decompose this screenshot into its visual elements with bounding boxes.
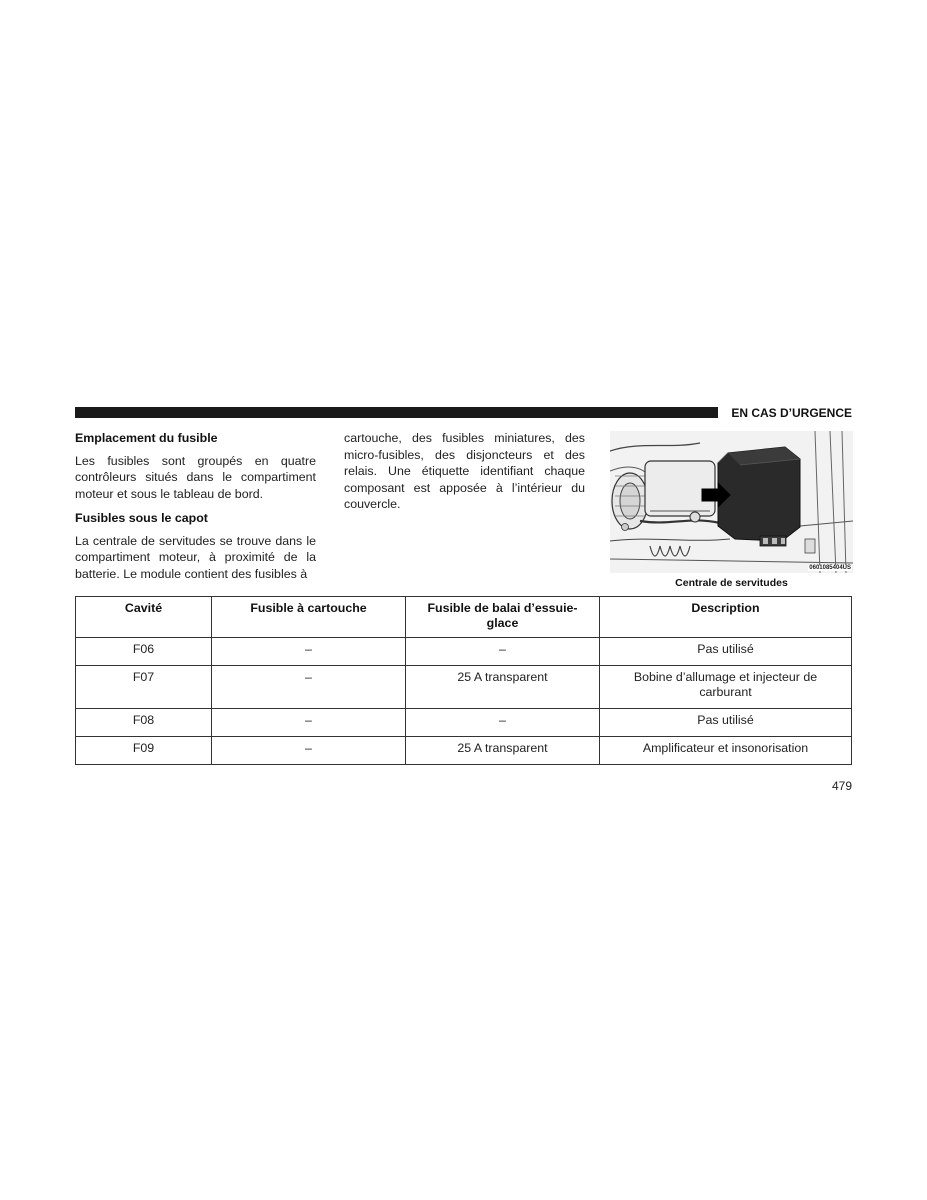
middle-text-column (344, 430, 585, 513)
cell-description: Bobine d’allumage et injecteur de carburant (600, 666, 852, 709)
cell-cartridge-fuse: – (212, 709, 406, 737)
fuse-table (75, 596, 852, 765)
figure-caption: Centrale de servitudes (675, 577, 788, 589)
cell-cavity: F07 (76, 666, 212, 709)
cell-cartridge-fuse: – (212, 666, 406, 709)
paragraph-underhood-fuses: La centrale de servitudes se trouve dans le compartiment moteur, à proximité de la batterie. Le module contient des fusibles à (75, 533, 316, 581)
left-text-column (75, 430, 316, 582)
engine-compartment-illustration (610, 431, 853, 573)
cell-cavity: F06 (76, 638, 212, 666)
column-header-cavity: Cavité (76, 597, 212, 638)
paragraph-fuse-location: Les fusibles sont groupés en quatre contrôleurs situés dans le compartiment moteur et sous le tableau de bord. (75, 453, 316, 501)
column-header-wiper-fuse: Fusible de balai d’essuie-glace (406, 597, 600, 638)
cell-description: Pas utilisé (600, 709, 852, 737)
table-row (76, 709, 852, 737)
column-header-description: Description (600, 597, 852, 638)
cell-description: Amplificateur et insonorisation (600, 737, 852, 765)
paragraph-continued: cartouche, des fusibles miniatures, des micro-fusibles, des disjoncteurs et des relais. Une étiquette identifiant chaque composant est apposée à l’intérieur du couvercle. (344, 431, 585, 511)
heading-underhood-fuses: Fusibles sous le capot (75, 511, 208, 525)
image-code: 0601085404US (809, 565, 851, 571)
cell-wiper-fuse: 25 A transparent (406, 737, 600, 765)
cell-description: Pas utilisé (600, 638, 852, 666)
cell-cavity: F09 (76, 737, 212, 765)
table-row (76, 666, 852, 709)
section-header-bar (75, 407, 718, 418)
cell-wiper-fuse: 25 A transparent (406, 666, 600, 709)
cell-cartridge-fuse: – (212, 737, 406, 765)
cell-cartridge-fuse: – (212, 638, 406, 666)
table-row (76, 638, 852, 666)
table-header-row (76, 597, 852, 638)
cell-wiper-fuse: – (406, 638, 600, 666)
cell-wiper-fuse: – (406, 709, 600, 737)
cell-cavity: F08 (76, 709, 212, 737)
page-number: 479 (831, 779, 852, 793)
section-title: EN CAS D’URGENCE (731, 406, 852, 420)
table-row (76, 737, 852, 765)
heading-fuse-location: Emplacement du fusible (75, 431, 218, 445)
power-distribution-center-image (610, 431, 853, 573)
column-header-cartridge-fuse: Fusible à cartouche (212, 597, 406, 638)
